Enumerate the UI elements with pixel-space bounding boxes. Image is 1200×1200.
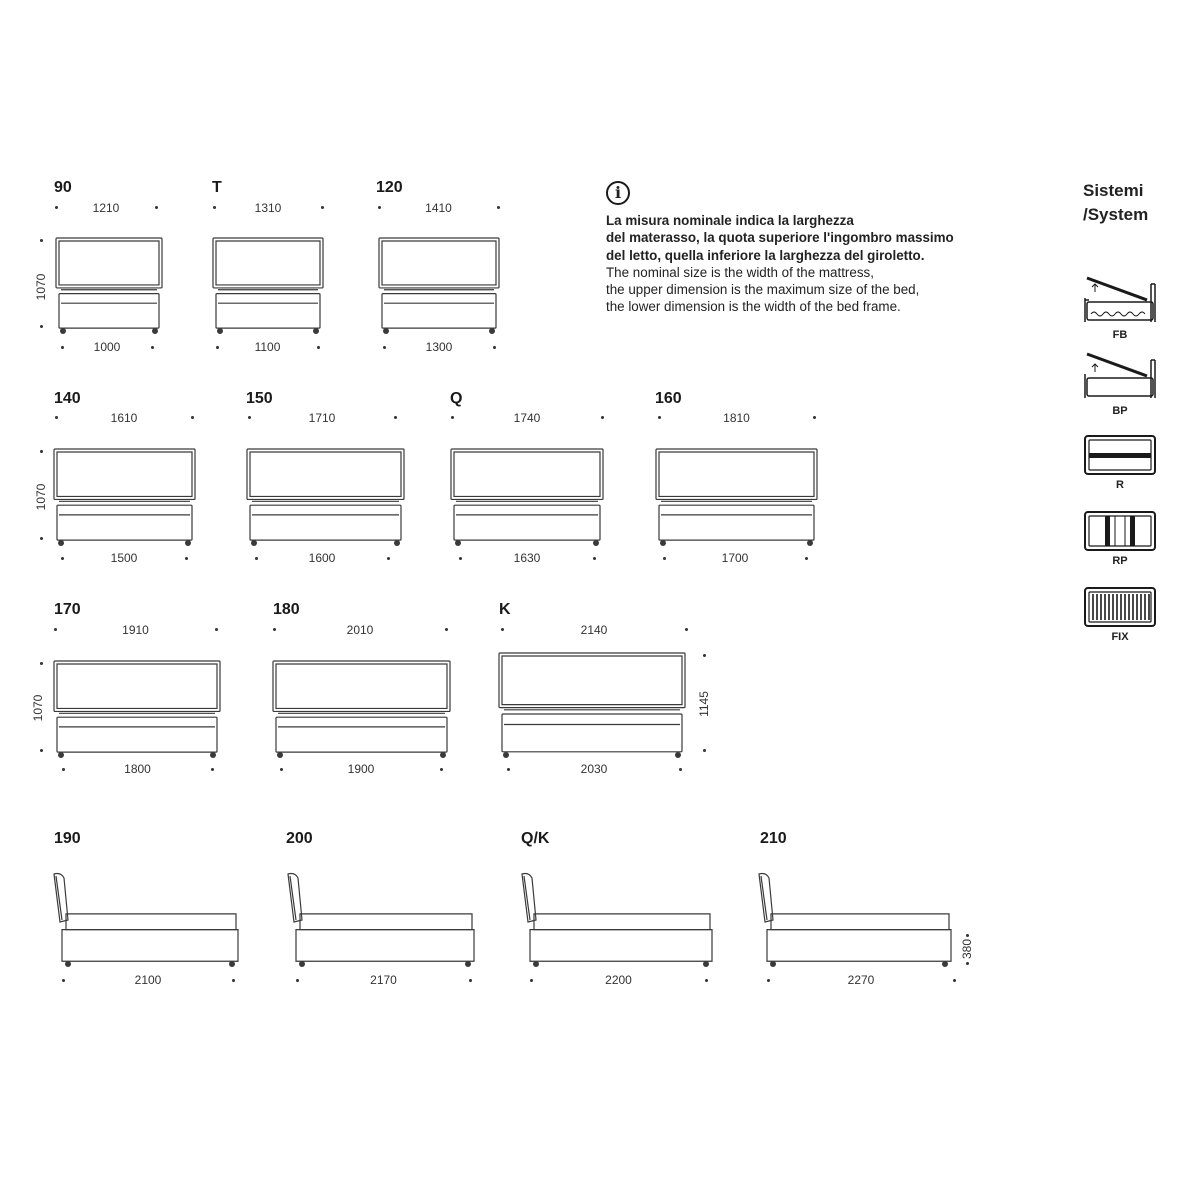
system-code: BP <box>1112 405 1128 417</box>
bed-front-view <box>378 236 500 332</box>
dimension-dot <box>61 557 64 560</box>
dimension-dot <box>62 979 65 982</box>
dimension-dot <box>663 557 666 560</box>
dimension-dot <box>805 557 808 560</box>
note-line-en-3: the lower dimension is the width of the bed frame. <box>606 299 901 315</box>
bed-size-label: 150 <box>246 390 273 407</box>
bed-front-view <box>450 447 604 544</box>
dimension-dot <box>151 346 154 349</box>
dimension-dot <box>213 206 216 209</box>
dimension-dot <box>317 346 320 349</box>
bed-size-label: 210 <box>760 830 787 847</box>
dimension-dot <box>215 628 218 631</box>
dimension-dot <box>703 749 706 752</box>
bed-size-label: Q/K <box>521 830 550 847</box>
bed-front-view <box>53 447 196 544</box>
adjustable-slats-icon <box>1083 510 1157 552</box>
bed-front-view <box>498 651 686 756</box>
length-dimension: 2270 <box>847 973 875 987</box>
height-dimension: 380 <box>960 938 974 960</box>
dimension-dot <box>440 768 443 771</box>
bed-size-label: 160 <box>655 390 682 407</box>
dimension-dot <box>40 325 43 328</box>
system-code: FIX <box>1111 631 1129 643</box>
dimension-dot <box>255 557 258 560</box>
bed-front-view <box>655 447 818 544</box>
dimension-dot <box>62 768 65 771</box>
system-code: RP <box>1112 555 1128 567</box>
system-code: FB <box>1112 329 1128 341</box>
bed-size-label: 170 <box>54 601 81 618</box>
dimension-dot <box>40 537 43 540</box>
bed-size-label: 140 <box>54 390 81 407</box>
dimension-dot <box>953 979 956 982</box>
info-note <box>606 181 986 316</box>
dimension-dot <box>703 654 706 657</box>
dimension-dot <box>54 628 57 631</box>
dimension-dot <box>507 768 510 771</box>
bed-front-view <box>212 236 324 332</box>
dimension-dot <box>387 557 390 560</box>
top-width-dimension: 1910 <box>122 623 149 637</box>
bed-side-view <box>520 872 712 965</box>
bottom-width-dimension: 1300 <box>425 340 453 354</box>
dimension-dot <box>296 979 299 982</box>
dimension-dot <box>394 416 397 419</box>
top-width-dimension: 1810 <box>723 411 750 425</box>
bed-side-view <box>52 872 238 965</box>
dimension-dot <box>601 416 604 419</box>
bed-size-label: K <box>499 601 511 618</box>
dimension-dot <box>679 768 682 771</box>
dimension-dot <box>530 979 533 982</box>
bottom-width-dimension: 1630 <box>513 551 541 565</box>
dimension-dot <box>493 346 496 349</box>
dimension-dot <box>685 628 688 631</box>
dimension-dot <box>185 557 188 560</box>
systems-title <box>1083 179 1148 227</box>
dimension-dot <box>232 979 235 982</box>
length-dimension: 2170 <box>370 973 397 987</box>
dimension-dot <box>211 768 214 771</box>
system-code: R <box>1116 479 1124 491</box>
bottom-width-dimension: 1100 <box>254 340 281 354</box>
note-line-en-2: the upper dimension is the maximum size of the bed, <box>606 282 920 298</box>
dimension-dot <box>40 450 43 453</box>
system-r <box>1083 434 1157 491</box>
dimension-dot <box>248 416 251 419</box>
height-dimension: 1070 <box>31 694 45 722</box>
height-dimension: 1070 <box>34 273 48 301</box>
top-width-dimension: 1410 <box>425 201 452 215</box>
length-dimension: 2200 <box>605 973 632 987</box>
fixed-slats-icon <box>1083 586 1157 628</box>
dimension-dot <box>216 346 219 349</box>
bed-size-label: 90 <box>54 179 72 196</box>
slatted-base-icon <box>1083 434 1157 476</box>
system-bp <box>1083 352 1157 417</box>
dimension-dot <box>705 979 708 982</box>
bottom-width-dimension: 1800 <box>124 762 151 776</box>
dimension-dot <box>593 557 596 560</box>
top-width-dimension: 2140 <box>580 623 608 637</box>
dimension-dot <box>61 346 64 349</box>
bed-front-view <box>55 236 163 332</box>
bed-front-view <box>53 659 221 756</box>
storage-lift-platform-icon <box>1083 352 1157 402</box>
bottom-width-dimension: 1700 <box>721 551 749 565</box>
dimension-dot <box>321 206 324 209</box>
bed-size-label: T <box>212 179 222 196</box>
bottom-width-dimension: 2030 <box>580 762 608 776</box>
top-width-dimension: 2010 <box>346 623 374 637</box>
top-width-dimension: 1740 <box>513 411 541 425</box>
systems-title-it: Sistemi <box>1083 181 1144 200</box>
dimension-dot <box>191 416 194 419</box>
bottom-width-dimension: 1600 <box>308 551 336 565</box>
top-width-dimension: 1610 <box>110 411 138 425</box>
bed-size-label: 180 <box>273 601 300 618</box>
note-line-it-2: del materasso, la quota superiore l'ingombro massimo <box>606 230 954 246</box>
dimension-dot <box>767 979 770 982</box>
length-dimension: 2100 <box>134 973 162 987</box>
bottom-width-dimension: 1000 <box>93 340 121 354</box>
dimension-dot <box>813 416 816 419</box>
dimension-dot <box>155 206 158 209</box>
dimension-dot <box>40 749 43 752</box>
dimension-dot <box>658 416 661 419</box>
dimension-dot <box>445 628 448 631</box>
bed-size-label: 190 <box>54 830 81 847</box>
bed-size-label: Q <box>450 390 463 407</box>
bottom-width-dimension: 1500 <box>110 551 138 565</box>
dimension-dot <box>55 206 58 209</box>
bed-side-view <box>286 872 474 965</box>
bed-side-view <box>757 872 951 965</box>
height-dimension: 1145 <box>697 691 711 717</box>
system-rp <box>1083 510 1157 567</box>
dimension-dot <box>966 934 969 937</box>
height-dimension: 1070 <box>34 483 48 511</box>
dimension-dot <box>497 206 500 209</box>
dimension-dot <box>273 628 276 631</box>
dimension-dot <box>469 979 472 982</box>
dimension-dot <box>378 206 381 209</box>
dimension-dot <box>459 557 462 560</box>
dimension-dot <box>966 962 969 965</box>
top-width-dimension: 1310 <box>254 201 282 215</box>
note-line-en-1: The nominal size is the width of the mattress, <box>606 264 874 280</box>
dimension-dot <box>280 768 283 771</box>
note-line-it-3: del letto, quella inferiore la larghezza del giroletto. <box>606 247 925 263</box>
info-icon: i <box>606 181 630 205</box>
note-line-it-1: La misura nominale indica la larghezza <box>606 213 854 228</box>
system-fb <box>1083 276 1157 341</box>
systems-title-en: /System <box>1083 205 1149 224</box>
bed-size-label: 120 <box>376 179 403 196</box>
dimension-dot <box>40 662 43 665</box>
dimension-dot <box>40 239 43 242</box>
bed-size-label: 200 <box>286 830 313 847</box>
bed-front-view <box>246 447 405 544</box>
bottom-width-dimension: 1900 <box>347 762 375 776</box>
top-width-dimension: 1710 <box>308 411 336 425</box>
top-width-dimension: 1210 <box>92 201 120 215</box>
bed-front-view <box>272 659 451 756</box>
storage-lift-icon <box>1083 276 1157 326</box>
dimension-dot <box>451 416 454 419</box>
dimension-dot <box>55 416 58 419</box>
dimension-dot <box>501 628 504 631</box>
system-fix <box>1083 586 1157 643</box>
dimension-dot <box>383 346 386 349</box>
